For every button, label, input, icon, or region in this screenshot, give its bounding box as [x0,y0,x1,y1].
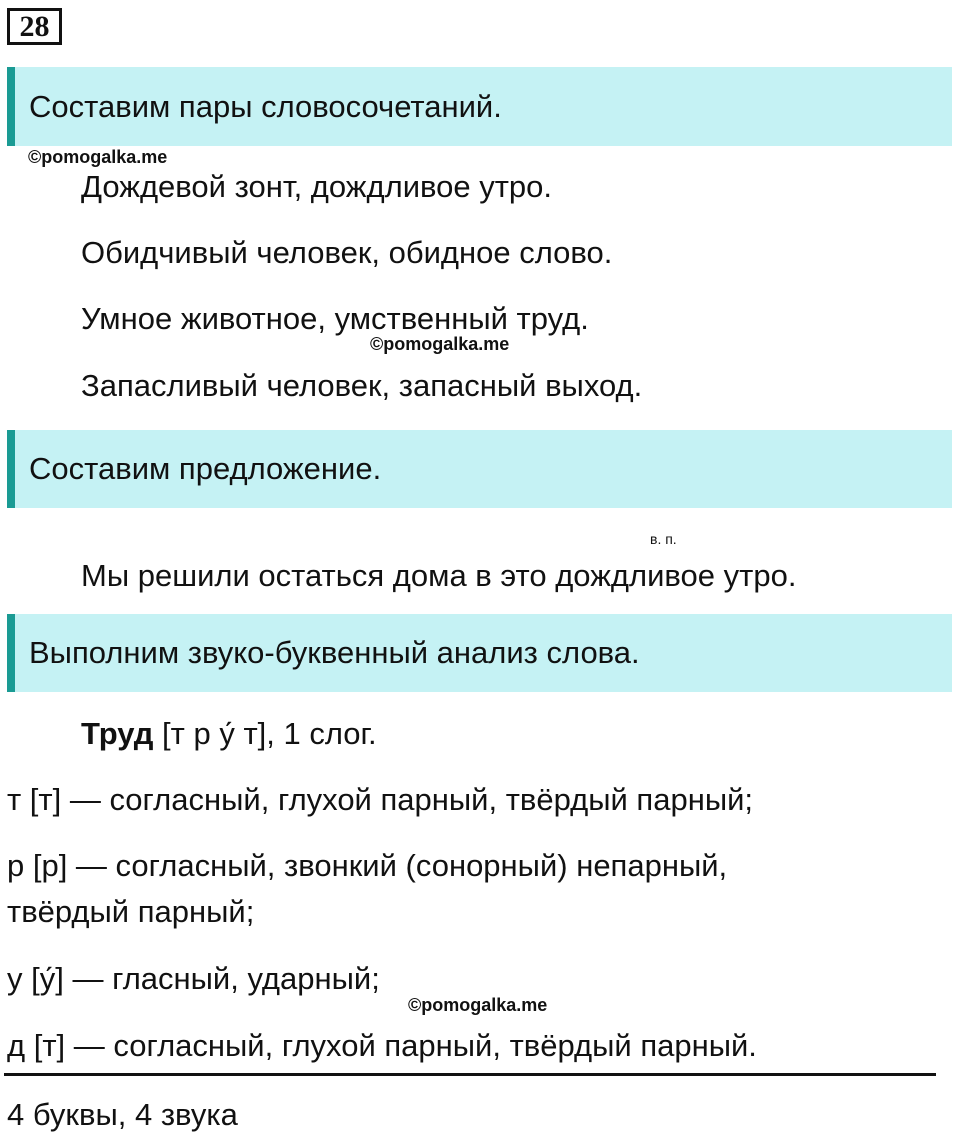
word-transcription [81,715,377,753]
watermark: ©pomogalka.me [408,995,548,1015]
sound-analysis-line: р [р] — согласный, звонкий (сонорный) непарный, [7,848,728,883]
section-header-text: Составим пары словосочетаний. [29,88,502,124]
summary-line: 4 буквы, 4 звука [7,1097,238,1132]
watermark: ©pomogalka.me [28,147,168,167]
section-header-analysis [7,614,952,692]
sound-analysis-line: д [т] — согласный, глухой парный, твёрдый парный. [7,1028,757,1063]
sound-analysis-line: т [т] — согласный, глухой парный, твёрдый парный; [7,782,754,817]
phrase-line: Запасливый человек, запасный выход. [81,368,643,403]
section-header-pairs [7,67,952,146]
section-header-sentence [7,430,952,508]
section-header-text: Составим предложение. [29,451,382,486]
task-number: 28 [7,8,62,45]
watermark: ©pomogalka.me [370,334,510,354]
phrase-line: Умное животное, умственный труд. [81,301,589,336]
phrase-line: Дождевой зонт, дождливое утро. [81,169,553,204]
sound-analysis-line: твёрдый парный; [7,894,255,929]
section-header-text: Выполним звуко-буквенный анализ слова. [29,635,640,670]
sound-analysis-line: у [у́] — гласный, ударный; [7,961,380,996]
grammar-annotation: в. п. [650,531,677,547]
analyzed-word: Труд [81,716,154,751]
transcription: [т р у́ т], 1 слог. [153,716,377,751]
phrase-line: Обидчивый человек, обидное слово. [81,235,613,270]
divider-line [4,1073,936,1076]
example-sentence: Мы решили остаться дома в это дождливое утро. [81,558,797,593]
